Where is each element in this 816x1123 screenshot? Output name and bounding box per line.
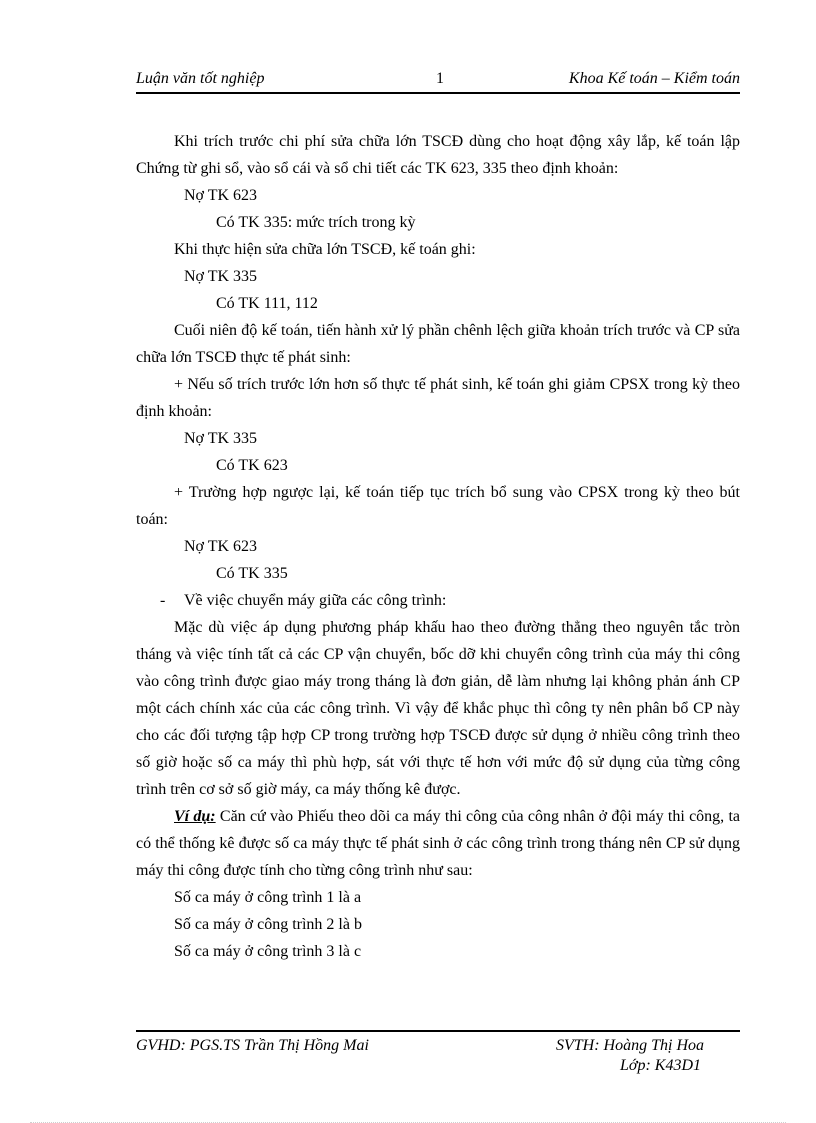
footer-student-name: SVTH: Hoàng Thị Hoa [556,1037,705,1054]
shift-count-site-3: Số ca máy ở công trình 3 là c [174,943,362,960]
list-item-text: Về việc chuyển máy giữa các công trình: [184,592,447,609]
page-header [136,68,740,94]
paragraph-accrual-intro: Khi trích trước chi phí sửa chữa lớn TSCĐ dùng cho hoạt động xây lắp, kế toán lập Chứng từ ghi sổ, vào sổ cái và sổ chi tiết các TK 623, 335 theo định khoản: [136,133,740,177]
page-number: 1 [436,70,444,87]
footer-supervisor: GVHD: PGS.TS Trần Thị Hồng Mai [136,1037,369,1054]
example-label: Ví dụ: [174,808,216,825]
footer-student-class: Lớp: K43D1 [620,1057,701,1074]
entry-credit-335-b: Có TK 335 [216,565,288,582]
paragraph-case-greater: + Nếu số trích trước lớn hơn số thực tế phát sinh, kế toán ghi giảm CPSX trong kỳ theo định khoản: [136,376,740,420]
entry-credit-111-112: Có TK 111, 112 [216,295,318,312]
paragraph-case-reverse: + Trường hợp ngược lại, kế toán tiếp tục trích bổ sung vào CPSX trong kỳ theo bút toán: [136,484,740,528]
dash-bullet: - [160,592,166,609]
paragraph-example [136,803,740,884]
paragraph-depreciation: Mặc dù việc áp dụng phương pháp khấu hao theo đường thẳng theo nguyên tắc tròn tháng và việc tính tất cả các CP vận chuyển, bốc dỡ khi chuyển công trình của máy thi công vào công trình được giao máy trong tháng là đơn giản, dễ làm nhưng lại không phản ánh CP một cách chính xác của các công trình. Vì vậy để khắc phục thì công ty nên phân bổ CP này cho các đối tượng tập hợp CP trong trường hợp TSCĐ được sử dụng ở nhiều công trình theo số giờ hoặc số ca máy thì phù hợp, sát với thực tế hơn với mức độ sử dụng của từng công trình trên cơ sở số giờ máy, ca máy thống kê được. [136,619,740,798]
entry-debit-623: Nợ TK 623 [184,187,258,204]
entry-debit-623-b: Nợ TK 623 [184,538,258,555]
header-faculty: Khoa Kế toán – Kiểm toán [568,70,740,87]
list-item-machine-transfer [136,587,740,614]
document-body [136,128,740,965]
example-text: Căn cứ vào Phiếu theo dõi ca máy thi công của công nhân ở đội máy thi công, ta có thể thống kê được số ca máy thực tế phát sinh ở các công trình trong tháng nên CP sử dụng máy thi công được tính cho từng công trình như sau: [136,808,741,879]
entry-credit-623: Có TK 623 [216,457,288,474]
entry-debit-335: Nợ TK 335 [184,268,258,285]
footer-divider [136,1030,740,1032]
header-thesis-title: Luận văn tốt nghiệp [136,70,265,87]
entry-debit-335-b: Nợ TK 335 [184,430,258,447]
shift-count-site-1: Số ca máy ở công trình 1 là a [174,889,362,906]
shift-count-site-2: Số ca máy ở công trình 2 là b [174,916,362,933]
entry-credit-335: Có TK 335: mức trích trong kỳ [216,214,416,231]
paragraph-repair: Khi thực hiện sửa chữa lớn TSCĐ, kế toán ghi: [174,241,476,258]
paragraph-year-end: Cuối niên độ kế toán, tiến hành xử lý phần chênh lệch giữa khoản trích trước và CP sửa chữa lớn TSCĐ thực tế phát sinh: [136,322,740,366]
